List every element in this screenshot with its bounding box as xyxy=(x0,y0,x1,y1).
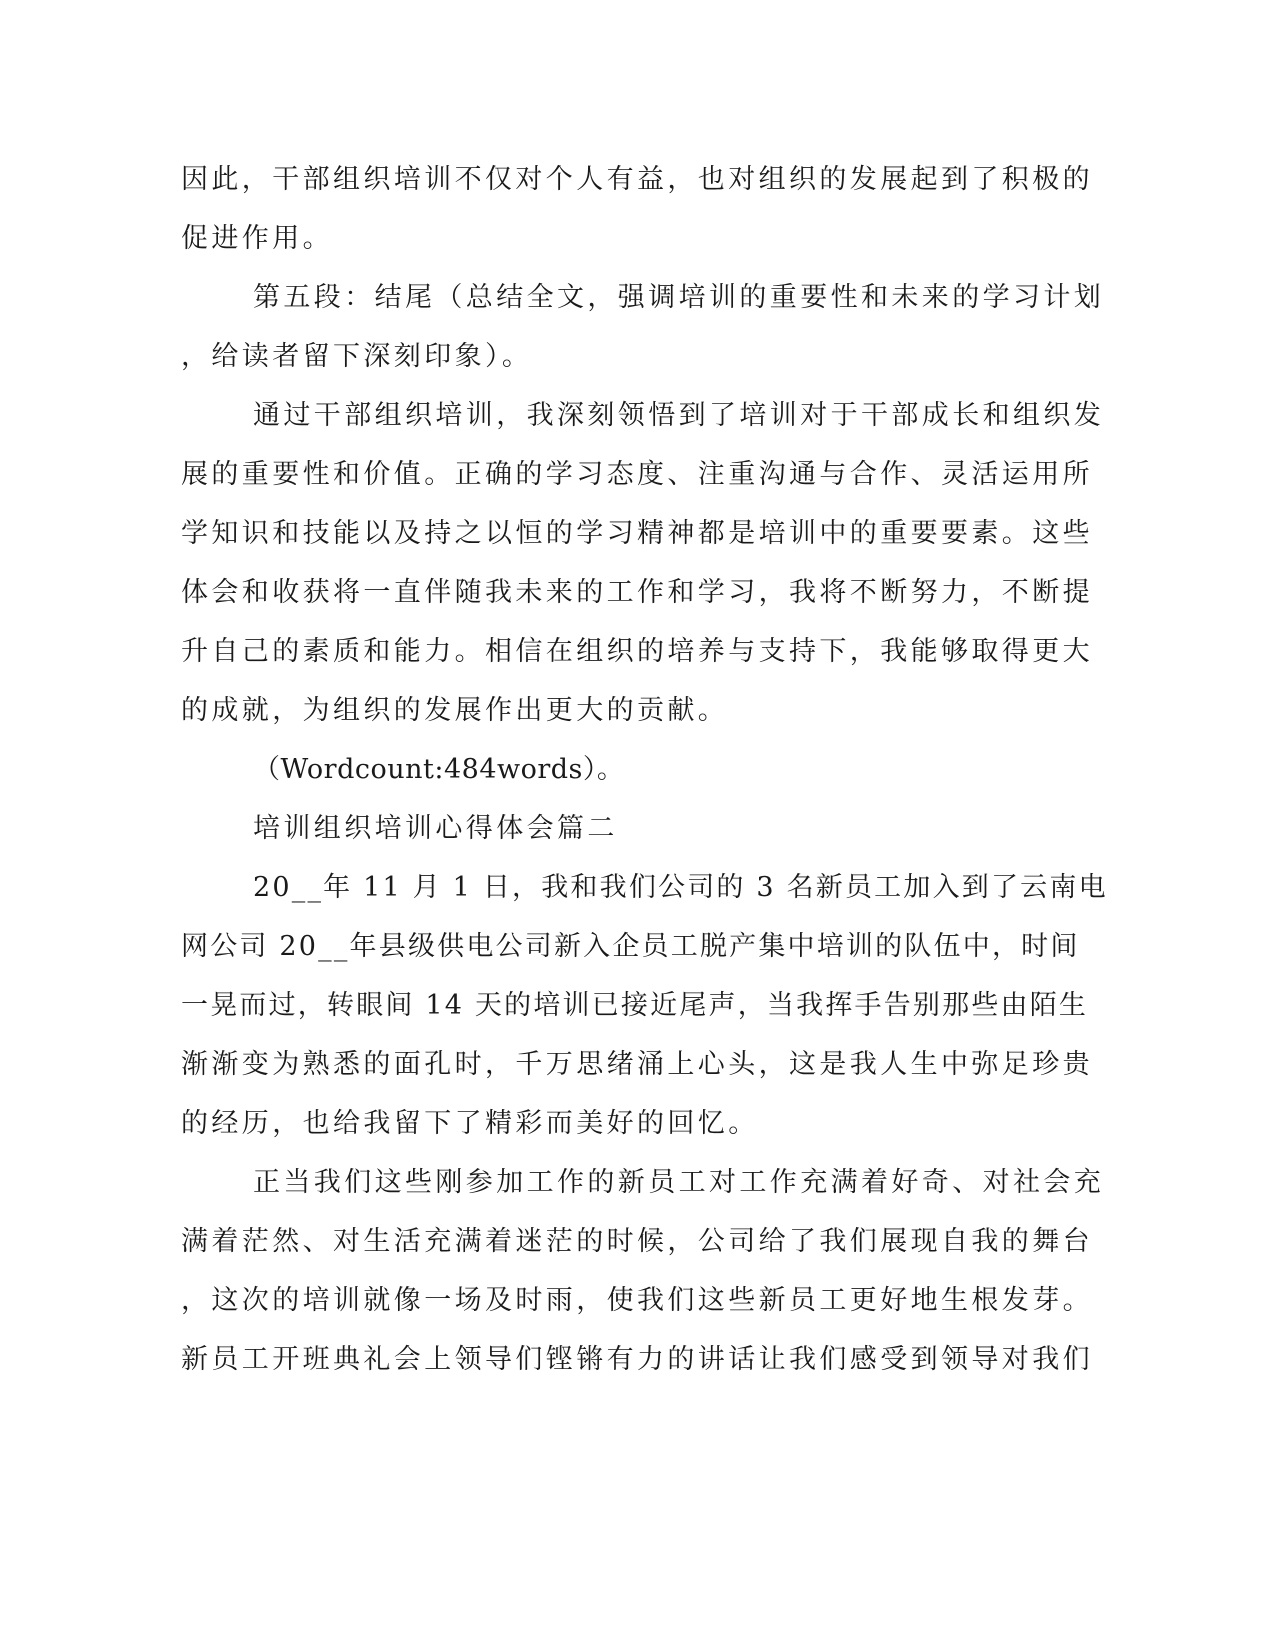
text-line: 满着茫然、对生活充满着迷茫的时候，公司给了我们展现自我的舞台 xyxy=(181,1226,1093,1257)
text-line: ，这次的培训就像一场及时雨，使我们这些新员工更好地生根发芽。 xyxy=(181,1285,1093,1316)
text-line: 渐渐变为熟悉的面孔时，千万思绪涌上心头，这是我人生中弥足珍贵 xyxy=(181,1049,1093,1080)
section-heading: 第五段：结尾（总结全文，强调培训的重要性和未来的学习计划 xyxy=(253,282,1105,313)
word-count: （Wordcount:484words）。 xyxy=(253,754,625,785)
text-line: 升自己的素质和能力。相信在组织的培养与支持下，我能够取得更大 xyxy=(181,636,1093,667)
text-line: 新员工开班典礼会上领导们铿锵有力的讲话让我们感受到领导对我们 xyxy=(181,1344,1093,1375)
text-line: 展的重要性和价值。正确的学习态度、注重沟通与合作、灵活运用所 xyxy=(181,459,1093,490)
text-line: 网公司 20__年县级供电公司新入企员工脱产集中培训的队伍中，时间 xyxy=(181,931,1080,962)
text-line: 的成就，为组织的发展作出更大的贡献。 xyxy=(181,695,729,726)
text-line: 促进作用。 xyxy=(181,223,333,254)
text-line: 体会和收获将一直伴随我未来的工作和学习，我将不断努力，不断提 xyxy=(181,577,1093,608)
text-line: 一晃而过，转眼间 14 天的培训已接近尾声，当我挥手告别那些由陌生 xyxy=(181,990,1089,1021)
article-title: 培训组织培训心得体会篇二 xyxy=(253,813,618,844)
text-line: 20__年 11 月 1 日，我和我们公司的 3 名新员工加入到了云南电 xyxy=(253,872,1108,903)
text-line: 因此，干部组织培训不仅对个人有益，也对组织的发展起到了积极的 xyxy=(181,164,1093,195)
text-line: 学知识和技能以及持之以恒的学习精神都是培训中的重要要素。这些 xyxy=(181,518,1093,549)
text-line: 的经历，也给我留下了精彩而美好的回忆。 xyxy=(181,1108,759,1139)
text-line: ，给读者留下深刻印象）。 xyxy=(181,341,533,372)
text-line: 通过干部组织培训，我深刻领悟到了培训对于干部成长和组织发 xyxy=(253,400,1105,431)
text-line: 正当我们这些刚参加工作的新员工对工作充满着好奇、对社会充 xyxy=(253,1167,1105,1198)
